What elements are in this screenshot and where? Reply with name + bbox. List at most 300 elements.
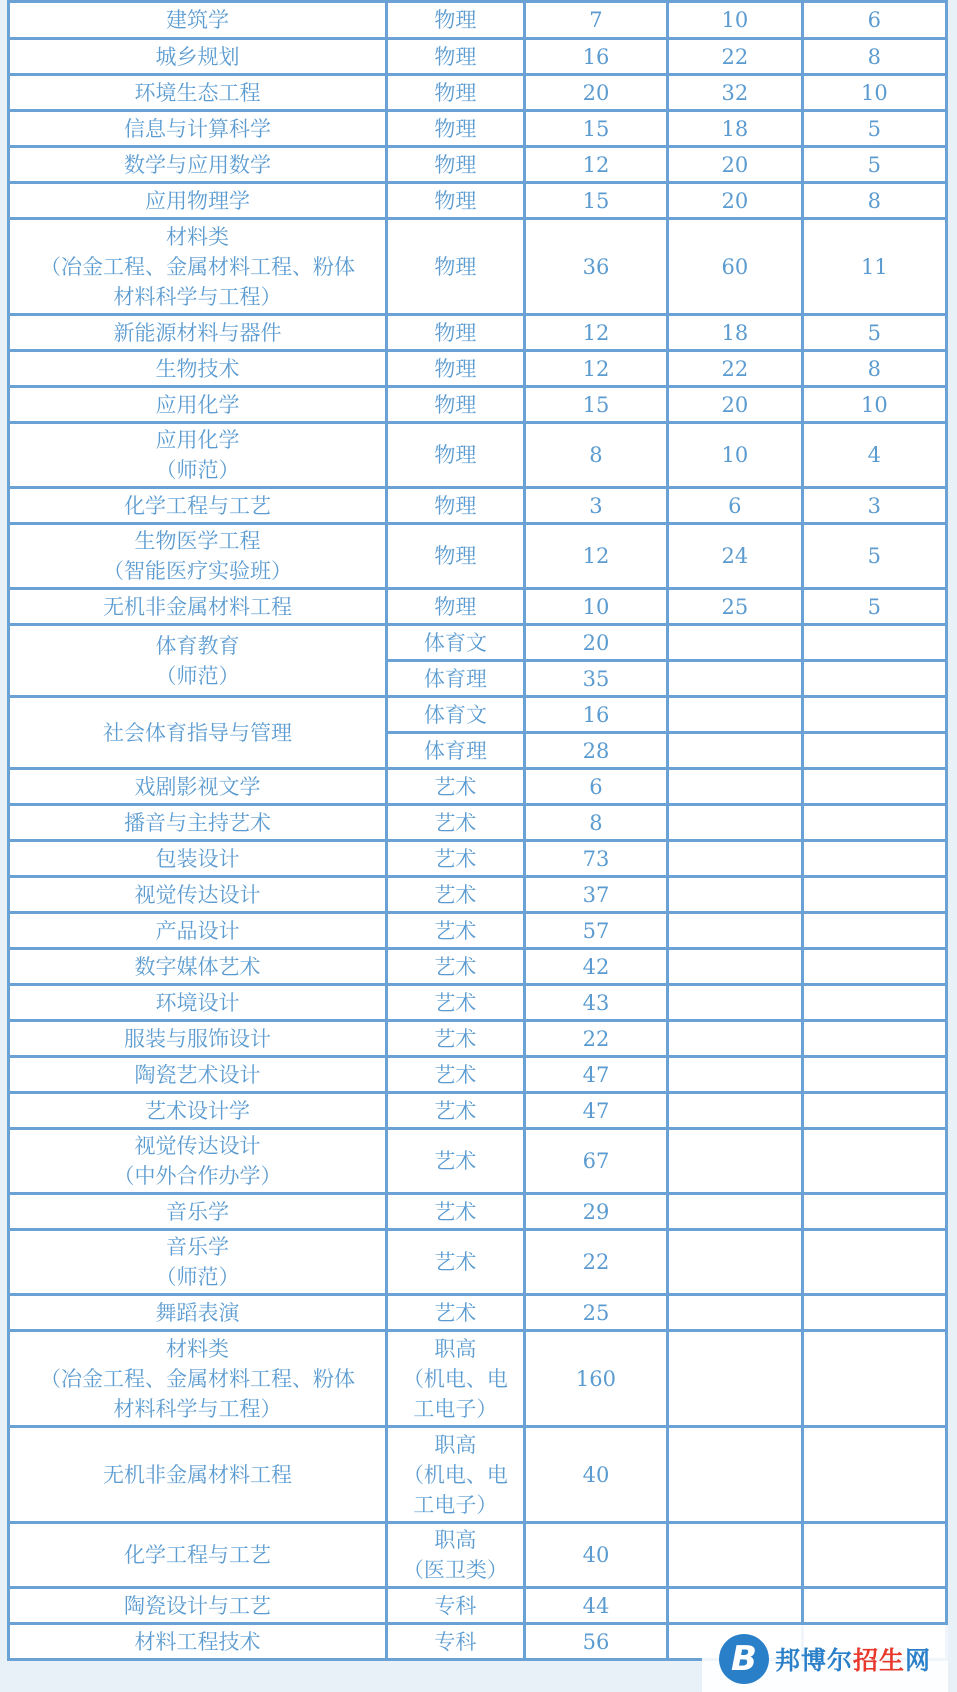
major-cell-line: 陶瓷设计与工艺	[124, 1593, 271, 1618]
subject-cell	[387, 661, 525, 697]
major-cell	[9, 524, 387, 589]
major-cell-line: 环境设计	[155, 990, 240, 1015]
table-row	[9, 1588, 947, 1624]
count-cell-a	[668, 733, 803, 769]
plan-count-cell: 56	[524, 1624, 667, 1660]
subject-cell-line: 职高	[434, 1528, 477, 1552]
subject-cell-line: 物理	[434, 152, 477, 177]
subject-cell-line: 艺术	[434, 990, 477, 1015]
plan-count-cell: 36	[524, 219, 667, 315]
count-cell-a	[668, 1057, 803, 1093]
plan-count-cell: 42	[524, 949, 667, 985]
plan-count-cell: 22	[524, 1230, 667, 1295]
subject-cell-line: 物理	[434, 188, 477, 213]
subject-cell-line: 物理	[434, 493, 477, 518]
subject-cell-line: （医卫类）	[402, 1558, 508, 1582]
subject-cell	[387, 913, 525, 949]
subject-cell	[387, 524, 525, 589]
plan-count-cell: 22	[524, 1021, 667, 1057]
table-row	[9, 75, 947, 111]
count-cell-a: 18	[668, 111, 803, 147]
table-row	[9, 1331, 947, 1427]
subject-cell	[387, 2, 525, 39]
subject-cell	[387, 1093, 525, 1129]
major-cell	[9, 1331, 387, 1427]
count-cell-b	[802, 1427, 946, 1523]
count-cell-b: 4	[802, 423, 946, 488]
subject-cell	[387, 949, 525, 985]
major-cell	[9, 949, 387, 985]
plan-count-cell: 12	[524, 315, 667, 351]
count-cell-a	[668, 1427, 803, 1523]
count-cell-a: 24	[668, 524, 803, 589]
table-row	[9, 1093, 947, 1129]
count-cell-a	[668, 1331, 803, 1427]
major-cell	[9, 1523, 387, 1588]
count-cell-a: 32	[668, 75, 803, 111]
subject-cell	[387, 39, 525, 75]
plan-count-cell: 67	[524, 1129, 667, 1194]
subject-cell	[387, 75, 525, 111]
count-cell-a: 22	[668, 351, 803, 387]
table-row	[9, 841, 947, 877]
count-cell-a	[668, 769, 803, 805]
major-cell-line: 材料科学与工程）	[113, 1396, 282, 1421]
count-cell-a	[668, 985, 803, 1021]
count-cell-b	[802, 1523, 946, 1588]
subject-cell-line: 物理	[434, 44, 477, 69]
major-cell	[9, 1194, 387, 1230]
plan-count-cell: 73	[524, 841, 667, 877]
count-cell-b: 5	[802, 589, 946, 625]
major-cell	[9, 423, 387, 488]
major-cell-line: （冶金工程、金属材料工程、粉体	[40, 254, 355, 279]
major-cell-line: 音乐学	[166, 1199, 229, 1224]
count-cell-a: 6	[668, 488, 803, 524]
major-cell-line: 社会体育指导与管理	[103, 720, 292, 745]
count-cell-b	[802, 733, 946, 769]
major-cell-line: 新能源材料与器件	[113, 320, 282, 345]
major-cell	[9, 985, 387, 1021]
major-cell-line: （师范）	[155, 663, 240, 688]
count-cell-b	[802, 661, 946, 697]
table-row	[9, 524, 947, 589]
subject-cell	[387, 111, 525, 147]
major-cell-line: （师范）	[155, 458, 240, 482]
count-cell-b	[802, 1295, 946, 1331]
major-cell	[9, 111, 387, 147]
plan-count-cell: 12	[524, 524, 667, 589]
major-cell	[9, 315, 387, 351]
major-cell-line: 建筑学	[166, 8, 229, 32]
table-row	[9, 805, 947, 841]
major-cell-line: 体育教育	[155, 633, 240, 658]
subject-cell-line: （机电、电	[402, 1462, 508, 1487]
subject-cell	[387, 733, 525, 769]
table-row	[9, 985, 947, 1021]
major-cell-line: 产品设计	[155, 918, 240, 943]
table-row	[9, 769, 947, 805]
count-cell-b	[802, 1129, 946, 1194]
major-cell-line: 化学工程与工艺	[124, 493, 271, 518]
subject-cell-line: 体育理	[423, 738, 487, 763]
subject-cell	[387, 1588, 525, 1624]
count-cell-b	[802, 769, 946, 805]
plan-count-cell: 6	[524, 769, 667, 805]
plan-count-cell: 47	[524, 1093, 667, 1129]
count-cell-b: 5	[802, 111, 946, 147]
count-cell-a: 60	[668, 219, 803, 315]
subject-cell-line: 物理	[434, 116, 477, 141]
plan-count-cell: 10	[524, 589, 667, 625]
count-cell-a	[668, 1021, 803, 1057]
count-cell-b: 5	[802, 147, 946, 183]
subject-cell-line: 物理	[434, 254, 477, 279]
subject-cell	[387, 1427, 525, 1523]
major-cell-line: 包装设计	[155, 846, 240, 871]
major-cell	[9, 805, 387, 841]
subject-cell-line: 艺术	[434, 810, 477, 835]
plan-count-cell: 16	[524, 39, 667, 75]
major-cell-line: 数学与应用数学	[124, 152, 271, 177]
major-cell	[9, 1295, 387, 1331]
major-cell	[9, 147, 387, 183]
count-cell-b: 10	[802, 75, 946, 111]
count-cell-a: 10	[668, 2, 803, 39]
count-cell-a	[668, 697, 803, 733]
table-row	[9, 183, 947, 219]
subject-cell	[387, 1021, 525, 1057]
major-cell	[9, 2, 387, 39]
subject-cell	[387, 1230, 525, 1295]
count-cell-b: 5	[802, 524, 946, 589]
count-cell-b: 11	[802, 219, 946, 315]
count-cell-a	[668, 949, 803, 985]
subject-cell	[387, 985, 525, 1021]
count-cell-a: 20	[668, 387, 803, 423]
subject-cell	[387, 1331, 525, 1427]
table-row	[9, 1129, 947, 1194]
major-cell	[9, 877, 387, 913]
count-cell-b	[802, 985, 946, 1021]
subject-cell	[387, 625, 525, 661]
subject-cell	[387, 1523, 525, 1588]
count-cell-b	[802, 913, 946, 949]
count-cell-a: 18	[668, 315, 803, 351]
subject-cell-line: 职高	[434, 1336, 477, 1361]
count-cell-a	[668, 625, 803, 661]
major-cell-line: 材料类	[166, 1336, 229, 1361]
subject-cell-line: 艺术	[434, 1250, 477, 1274]
major-cell	[9, 625, 387, 697]
count-cell-a: 20	[668, 183, 803, 219]
plan-count-cell: 57	[524, 913, 667, 949]
subject-cell-line: 专科	[434, 1629, 477, 1654]
count-cell-b	[802, 1057, 946, 1093]
subject-cell-line: 艺术	[434, 1149, 477, 1173]
subject-cell	[387, 877, 525, 913]
major-cell	[9, 351, 387, 387]
subject-cell-line: 物理	[434, 80, 477, 105]
plan-count-cell: 28	[524, 733, 667, 769]
major-cell	[9, 769, 387, 805]
plan-count-cell: 160	[524, 1331, 667, 1427]
subject-cell-line: 物理	[434, 392, 477, 417]
count-cell-b: 5	[802, 315, 946, 351]
subject-cell-line: 工电子）	[413, 1492, 498, 1517]
major-cell	[9, 1093, 387, 1129]
major-cell	[9, 39, 387, 75]
plan-count-cell: 16	[524, 697, 667, 733]
plan-count-cell: 15	[524, 183, 667, 219]
subject-cell	[387, 805, 525, 841]
major-cell-line: 材料类	[166, 224, 229, 249]
major-cell	[9, 1588, 387, 1624]
count-cell-a: 20	[668, 147, 803, 183]
major-cell	[9, 183, 387, 219]
plan-count-cell: 29	[524, 1194, 667, 1230]
major-cell	[9, 589, 387, 625]
count-cell-b	[802, 841, 946, 877]
subject-cell	[387, 697, 525, 733]
subject-cell-line: 艺术	[434, 918, 477, 943]
count-cell-b: 8	[802, 39, 946, 75]
table-body	[9, 2, 947, 1660]
count-cell-b: 8	[802, 351, 946, 387]
table-row	[9, 949, 947, 985]
count-cell-b	[802, 877, 946, 913]
major-cell-line: 应用化学	[155, 392, 240, 417]
major-cell	[9, 387, 387, 423]
count-cell-a	[668, 913, 803, 949]
count-cell-a	[668, 841, 803, 877]
subject-cell	[387, 488, 525, 524]
count-cell-a: 22	[668, 39, 803, 75]
plan-count-cell: 15	[524, 111, 667, 147]
site-watermark	[702, 1625, 948, 1692]
major-cell-line: 戏剧影视文学	[134, 774, 261, 799]
subject-cell	[387, 351, 525, 387]
major-cell-line: 服装与服饰设计	[124, 1026, 271, 1051]
count-cell-b	[802, 697, 946, 733]
major-cell	[9, 1230, 387, 1295]
plan-count-cell: 43	[524, 985, 667, 1021]
plan-count-cell: 44	[524, 1588, 667, 1624]
major-cell	[9, 1624, 387, 1660]
subject-cell	[387, 315, 525, 351]
subject-cell-line: 体育文	[423, 630, 487, 655]
plan-count-cell: 25	[524, 1295, 667, 1331]
table-row	[9, 351, 947, 387]
plan-count-cell: 40	[524, 1523, 667, 1588]
table-row	[9, 1523, 947, 1588]
subject-cell-line: 物理	[434, 8, 477, 32]
subject-cell-line: 物理	[434, 594, 477, 619]
plan-count-cell: 20	[524, 625, 667, 661]
count-cell-b	[802, 949, 946, 985]
plan-count-cell: 12	[524, 147, 667, 183]
major-cell-line: 信息与计算科学	[124, 116, 271, 141]
count-cell-a	[668, 805, 803, 841]
table-row	[9, 1295, 947, 1331]
subject-cell-line: 艺术	[434, 846, 477, 871]
count-cell-a	[668, 1588, 803, 1624]
count-cell-a	[668, 1295, 803, 1331]
plan-count-cell: 12	[524, 351, 667, 387]
count-cell-b: 8	[802, 183, 946, 219]
subject-cell-line: 艺术	[434, 1300, 477, 1325]
subject-cell	[387, 1057, 525, 1093]
major-cell	[9, 841, 387, 877]
count-cell-b	[802, 1093, 946, 1129]
subject-cell	[387, 1129, 525, 1194]
table-row	[9, 2, 947, 39]
plan-count-cell: 35	[524, 661, 667, 697]
major-cell-line: （师范）	[155, 1265, 240, 1289]
plan-count-cell: 8	[524, 805, 667, 841]
major-cell-line: 材料工程技术	[134, 1629, 261, 1654]
major-cell-line: 化学工程与工艺	[124, 1543, 271, 1567]
subject-cell-line: 艺术	[434, 1026, 477, 1051]
plan-count-cell: 8	[524, 423, 667, 488]
major-cell	[9, 1427, 387, 1523]
subject-cell-line: 物理	[434, 320, 477, 345]
major-cell-line: 艺术设计学	[145, 1098, 250, 1123]
major-cell-line: （冶金工程、金属材料工程、粉体	[40, 1366, 355, 1391]
major-cell	[9, 697, 387, 769]
admission-plan-table	[7, 0, 948, 1661]
site-logo-text: 邦博尔招生网	[774, 1645, 932, 1675]
admission-plan-table-wrapper	[7, 0, 948, 1661]
subject-cell	[387, 387, 525, 423]
site-logo-icon: B	[719, 1634, 769, 1684]
subject-cell-line: 艺术	[434, 1062, 477, 1087]
subject-cell-line: 物理	[434, 443, 477, 467]
count-cell-b: 10	[802, 387, 946, 423]
count-cell-a	[668, 1230, 803, 1295]
major-cell-line: 生物医学工程	[134, 529, 261, 553]
subject-cell-line: 职高	[434, 1432, 477, 1457]
subject-cell	[387, 1194, 525, 1230]
table-row	[9, 877, 947, 913]
major-cell-line: 视觉传达设计	[134, 882, 261, 907]
major-cell-line: 音乐学	[166, 1235, 229, 1259]
count-cell-b: 6	[802, 2, 946, 39]
major-cell-line: 视觉传达设计	[134, 1134, 261, 1158]
subject-cell-line: 艺术	[434, 882, 477, 907]
major-cell	[9, 1057, 387, 1093]
subject-cell-line: 体育文	[423, 702, 487, 727]
table-row	[9, 147, 947, 183]
table-row	[9, 1057, 947, 1093]
table-row	[9, 387, 947, 423]
subject-cell	[387, 423, 525, 488]
subject-cell	[387, 183, 525, 219]
count-cell-b	[802, 625, 946, 661]
major-cell-line: （智能医疗实验班）	[103, 559, 292, 583]
major-cell	[9, 1021, 387, 1057]
subject-cell	[387, 219, 525, 315]
subject-cell	[387, 841, 525, 877]
plan-count-cell: 15	[524, 387, 667, 423]
count-cell-b	[802, 1588, 946, 1624]
subject-cell	[387, 769, 525, 805]
table-row	[9, 625, 947, 661]
table-row	[9, 1194, 947, 1230]
table-row	[9, 913, 947, 949]
subject-cell-line: 艺术	[434, 1098, 477, 1123]
count-cell-b	[802, 1021, 946, 1057]
count-cell-a	[668, 1129, 803, 1194]
major-cell	[9, 1129, 387, 1194]
plan-count-cell: 3	[524, 488, 667, 524]
count-cell-b: 3	[802, 488, 946, 524]
major-cell	[9, 488, 387, 524]
count-cell-b	[802, 805, 946, 841]
subject-cell	[387, 1624, 525, 1660]
plan-count-cell: 40	[524, 1427, 667, 1523]
subject-cell-line: （机电、电	[402, 1366, 508, 1391]
subject-cell-line: 物理	[434, 544, 477, 568]
major-cell-line: 无机非金属材料工程	[103, 594, 292, 619]
major-cell-line: 舞蹈表演	[155, 1300, 240, 1325]
subject-cell-line: 物理	[434, 356, 477, 381]
count-cell-b	[802, 1194, 946, 1230]
table-row	[9, 589, 947, 625]
major-cell-line: 数字媒体艺术	[134, 954, 261, 979]
plan-count-cell: 47	[524, 1057, 667, 1093]
plan-count-cell: 20	[524, 75, 667, 111]
count-cell-a	[668, 1093, 803, 1129]
major-cell-line: 环境生态工程	[134, 80, 261, 105]
major-cell	[9, 913, 387, 949]
plan-count-cell: 7	[524, 2, 667, 39]
subject-cell-line: 艺术	[434, 1199, 477, 1224]
major-cell-line: 应用化学	[155, 428, 240, 452]
count-cell-b	[802, 1230, 946, 1295]
major-cell-line: （中外合作办学）	[113, 1164, 282, 1188]
subject-cell-line: 艺术	[434, 774, 477, 799]
major-cell	[9, 75, 387, 111]
subject-cell	[387, 147, 525, 183]
plan-count-cell: 37	[524, 877, 667, 913]
subject-cell-line: 工电子）	[413, 1396, 498, 1421]
subject-cell-line: 体育理	[423, 666, 487, 691]
major-cell-line: 城乡规划	[155, 44, 240, 69]
major-cell-line: 材料科学与工程）	[113, 284, 282, 309]
table-row	[9, 423, 947, 488]
table-row	[9, 1427, 947, 1523]
major-cell-line: 应用物理学	[145, 188, 250, 213]
major-cell-line: 生物技术	[155, 356, 240, 381]
count-cell-a	[668, 877, 803, 913]
count-cell-a: 25	[668, 589, 803, 625]
table-row	[9, 1230, 947, 1295]
subject-cell-line: 专科	[434, 1593, 477, 1618]
major-cell-line: 播音与主持艺术	[124, 810, 271, 835]
count-cell-b	[802, 1331, 946, 1427]
table-row	[9, 315, 947, 351]
table-row	[9, 488, 947, 524]
subject-cell	[387, 1295, 525, 1331]
subject-cell	[387, 589, 525, 625]
count-cell-a	[668, 661, 803, 697]
table-row	[9, 697, 947, 733]
table-row	[9, 219, 947, 315]
table-row	[9, 111, 947, 147]
major-cell-line: 无机非金属材料工程	[103, 1462, 292, 1487]
table-row	[9, 39, 947, 75]
